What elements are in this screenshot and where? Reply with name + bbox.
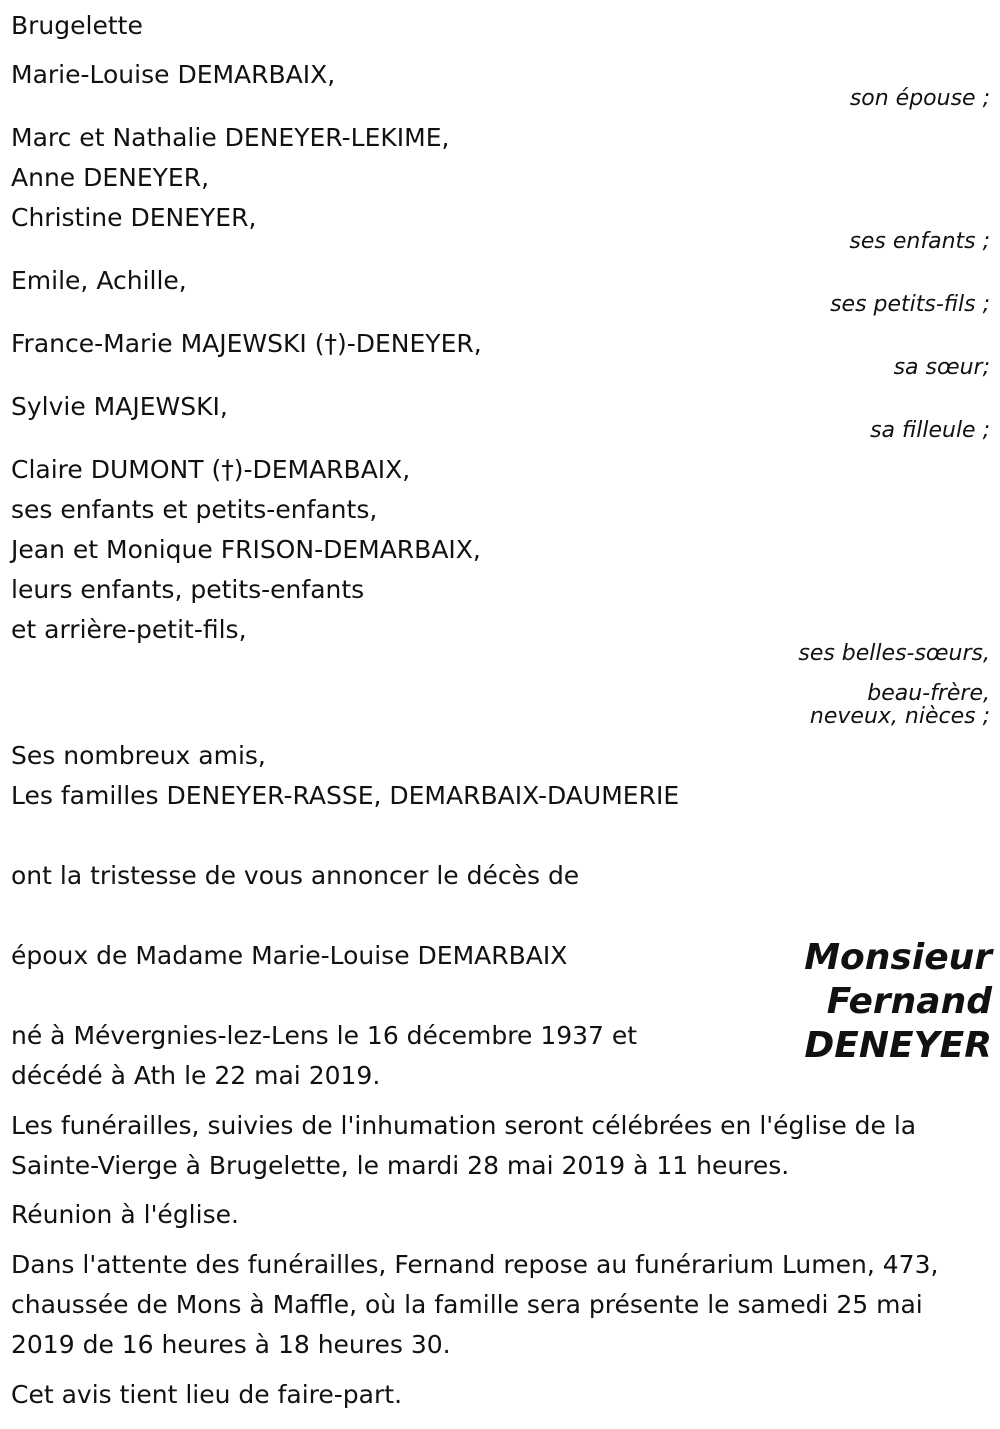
family-line: ses enfants et petits-enfants, xyxy=(11,495,378,524)
relation-label: son épouse ; xyxy=(849,86,990,111)
family-line: Sylvie MAJEWSKI, xyxy=(11,392,228,421)
family-line: Emile, Achille, xyxy=(11,266,187,295)
family-line: France-Marie MAJEWSKI (†)-DENEYER, xyxy=(11,329,482,358)
family-line: Christine DENEYER, xyxy=(11,203,257,232)
meeting-paragraph: Réunion à l'église. xyxy=(11,1200,239,1229)
deceased-title: Monsieur xyxy=(804,937,992,978)
family-line: Marc et Nathalie DENEYER-LEKIME, xyxy=(11,123,450,152)
deceased-first-name: Fernand xyxy=(826,981,992,1022)
relation-label: ses petits-fils ; xyxy=(830,292,990,317)
relation-label: sa sœur; xyxy=(893,355,990,380)
visitation-paragraph: Dans l'attente des funérailles, Fernand repose au funérarium Lumen, 473, chaussée de Mons à Maffle, où la famille sera présente le samedi 25 mai 2019 de 16 heures à 18 heures 30. xyxy=(11,1250,939,1359)
death-line: décédé à Ath le 22 mai 2019. xyxy=(11,1061,381,1090)
relation-label: ses belles-sœurs, xyxy=(798,641,990,666)
family-line: et arrière-petit-fils, xyxy=(11,615,247,644)
spouse-line: époux de Madame Marie-Louise DEMARBAIX xyxy=(11,941,568,970)
family-line: Jean et Monique FRISON-DEMARBAIX, xyxy=(11,535,481,564)
relation-label: ses enfants ; xyxy=(849,229,990,254)
family-line: Marie-Louise DEMARBAIX, xyxy=(11,60,336,89)
birth-line: né à Mévergnies-lez-Lens le 16 décembre 1937 et xyxy=(11,1021,638,1050)
relation-label: neveux, nièces ; xyxy=(809,704,990,729)
closing-paragraph: Cet avis tient lieu de faire-part. xyxy=(11,1380,403,1409)
funeral-paragraph: Les funérailles, suivies de l'inhumation seront célébrées en l'église de la Sainte-Vierge à Brugelette, le mardi 28 mai 2019 à 11 heures. xyxy=(11,1111,917,1180)
relation-label: sa filleule ; xyxy=(870,418,990,443)
family-line: leurs enfants, petits-enfants xyxy=(11,575,365,604)
friends-line: Ses nombreux amis, xyxy=(11,741,266,770)
deceased-name xyxy=(804,936,992,1068)
deceased-last-name: DENEYER xyxy=(804,1025,992,1066)
friends-line: Les familles DENEYER-RASSE, DEMARBAIX-DAUMERIE xyxy=(11,781,680,810)
family-line: Claire DUMONT (†)-DEMARBAIX, xyxy=(11,455,411,484)
family-line: Anne DENEYER, xyxy=(11,163,210,192)
location: Brugelette xyxy=(11,11,143,40)
relation-label: beau-frère, xyxy=(867,681,990,706)
announcement: ont la tristesse de vous annoncer le décès de xyxy=(11,861,580,890)
